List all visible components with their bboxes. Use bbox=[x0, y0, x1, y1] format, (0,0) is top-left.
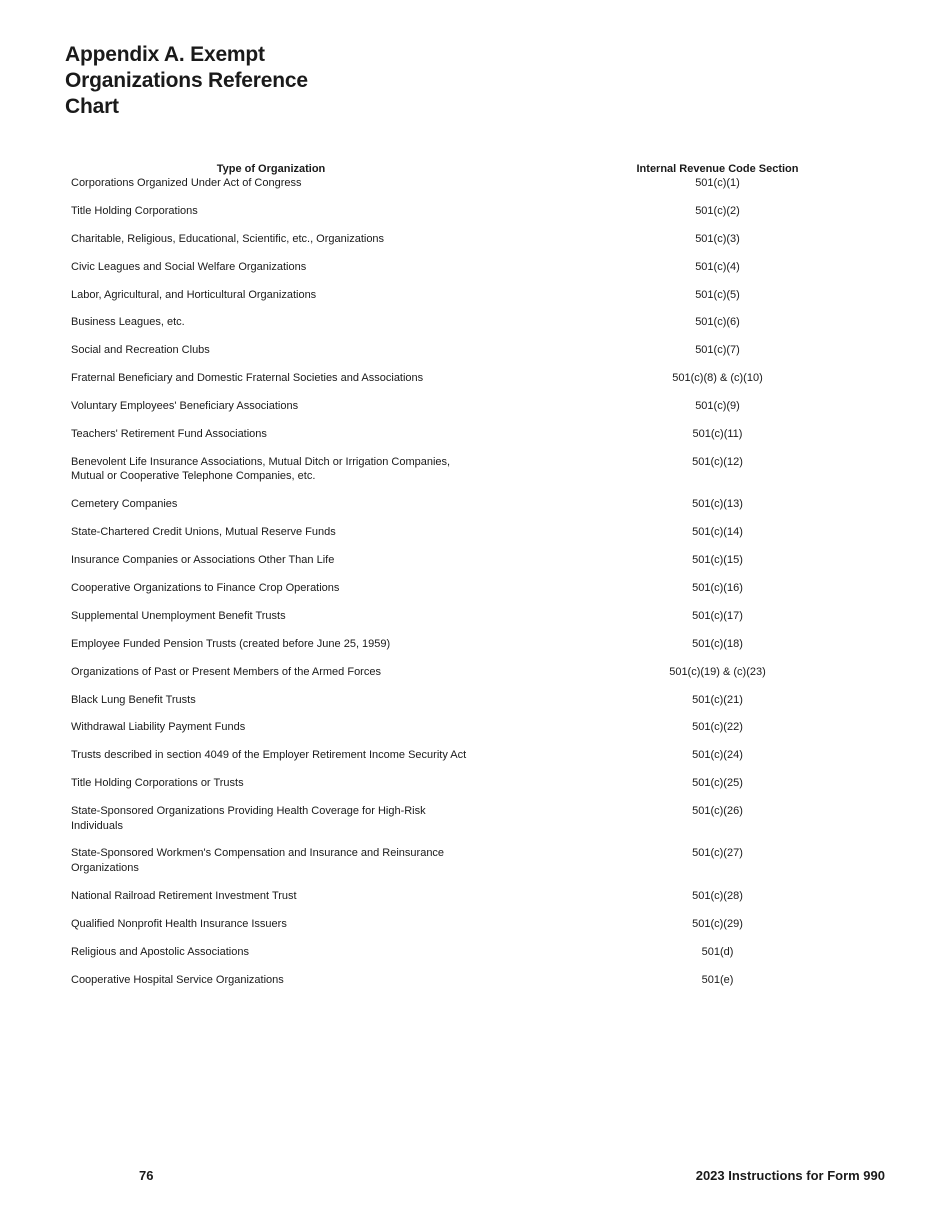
organization-type: Black Lung Benefit Trusts bbox=[71, 693, 196, 706]
organization-type: Business Leagues, etc. bbox=[71, 316, 185, 329]
organization-type: Benevolent Life Insurance Associations, Mutual Ditch or Irrigation Companies, Mutual or Cooperative Telephone Companies, etc. bbox=[71, 455, 451, 483]
reference-chart bbox=[65, 162, 845, 1000]
organization-type: Voluntary Employees' Beneficiary Associations bbox=[71, 400, 299, 413]
code-section: 501(c)(27) bbox=[692, 847, 743, 860]
table-row bbox=[65, 748, 845, 776]
organization-type: Fraternal Beneficiary and Domestic Fraternal Societies and Associations bbox=[71, 372, 424, 385]
organization-type: Labor, Agricultural, and Horticultural Organizations bbox=[71, 288, 317, 301]
organization-type: Withdrawal Liability Payment Funds bbox=[71, 721, 246, 734]
table-row bbox=[65, 427, 845, 455]
organization-type: Religious and Apostolic Associations bbox=[71, 945, 249, 958]
organization-type: Civic Leagues and Social Welfare Organizations bbox=[71, 260, 307, 273]
code-section: 501(c)(22) bbox=[692, 721, 743, 734]
table-row bbox=[65, 720, 845, 748]
code-section: 501(c)(21) bbox=[692, 693, 743, 706]
code-section: 501(c)(14) bbox=[692, 526, 743, 539]
code-section: 501(c)(15) bbox=[692, 554, 743, 567]
chart-body bbox=[65, 176, 845, 1000]
table-row bbox=[65, 288, 845, 316]
organization-type: Supplemental Unemployment Benefit Trusts bbox=[71, 609, 286, 622]
code-section: 501(c)(1) bbox=[695, 177, 740, 189]
table-row bbox=[65, 315, 845, 343]
code-section: 501(c)(2) bbox=[695, 204, 740, 217]
code-section: 501(c)(24) bbox=[692, 749, 743, 762]
code-section: 501(e) bbox=[701, 973, 734, 986]
organization-type: Corporations Organized Under Act of Congress bbox=[71, 177, 302, 189]
organization-type: Title Holding Corporations or Trusts bbox=[71, 777, 244, 790]
table-row bbox=[65, 455, 845, 497]
organization-type: Cooperative Organizations to Finance Crop Operations bbox=[71, 581, 340, 594]
code-section: 501(c)(29) bbox=[692, 917, 743, 930]
table-row bbox=[65, 232, 845, 260]
code-section: 501(c)(18) bbox=[692, 637, 743, 650]
column-header-code: Internal Revenue Code Section bbox=[636, 163, 799, 175]
organization-type: Charitable, Religious, Educational, Scientific, etc., Organizations bbox=[71, 232, 385, 245]
table-row bbox=[65, 665, 845, 693]
organization-type: Qualified Nonprofit Health Insurance Issuers bbox=[71, 917, 287, 930]
organization-type: Cooperative Hospital Service Organizations bbox=[71, 973, 284, 986]
organization-type: State-Sponsored Organizations Providing Health Coverage for High-Risk Individuals bbox=[71, 805, 426, 832]
table-row bbox=[65, 917, 845, 945]
table-row bbox=[65, 525, 845, 553]
organization-type: Organizations of Past or Present Members of the Armed Forces bbox=[71, 665, 381, 678]
organization-type: State-Sponsored Workmen's Compensation and Insurance and Reinsurance Organizations bbox=[71, 847, 445, 874]
table-row bbox=[65, 889, 845, 917]
table-row bbox=[65, 371, 845, 399]
table-row bbox=[65, 637, 845, 665]
column-header-type: Type of Organization bbox=[216, 163, 326, 175]
table-row bbox=[65, 204, 845, 232]
table-row bbox=[65, 776, 845, 804]
code-section: 501(c)(13) bbox=[692, 498, 743, 511]
code-section: 501(c)(4) bbox=[695, 260, 740, 273]
code-section: 501(c)(25) bbox=[692, 777, 743, 790]
code-section: 501(d) bbox=[701, 945, 734, 958]
table-row bbox=[65, 399, 845, 427]
code-section: 501(c)(9) bbox=[695, 400, 740, 413]
code-section: 501(c)(8) & (c)(10) bbox=[672, 372, 763, 385]
page-number: 76 bbox=[139, 1168, 154, 1183]
table-row bbox=[65, 581, 845, 609]
organization-type: Title Holding Corporations bbox=[71, 204, 198, 217]
organization-type: Social and Recreation Clubs bbox=[71, 344, 210, 357]
table-row bbox=[65, 846, 845, 888]
form-name: 2023 Instructions for Form 990 bbox=[695, 1168, 885, 1183]
organization-type: Cemetery Companies bbox=[71, 498, 178, 511]
table-row bbox=[65, 804, 845, 846]
table-row bbox=[65, 553, 845, 581]
table-row bbox=[65, 693, 845, 721]
table-row bbox=[65, 176, 845, 204]
organization-type: Insurance Companies or Associations Other Than Life bbox=[71, 554, 335, 567]
organization-type: National Railroad Retirement Investment Trust bbox=[71, 889, 297, 902]
code-section: 501(c)(28) bbox=[692, 889, 743, 902]
code-section: 501(c)(26) bbox=[692, 805, 743, 818]
table-row bbox=[65, 343, 845, 371]
table-row bbox=[65, 260, 845, 288]
code-section: 501(c)(6) bbox=[695, 316, 740, 329]
code-section: 501(c)(3) bbox=[695, 232, 740, 245]
page-title: Appendix A. Exempt Organizations Reference Chart bbox=[65, 43, 308, 118]
organization-type: Trusts described in section 4049 of the Employer Retirement Income Security Act bbox=[71, 749, 467, 762]
table-row bbox=[65, 945, 845, 973]
code-section: 501(c)(19) & (c)(23) bbox=[669, 665, 766, 678]
organization-type: Teachers' Retirement Fund Associations bbox=[71, 428, 267, 441]
table-row bbox=[65, 609, 845, 637]
code-section: 501(c)(11) bbox=[692, 428, 743, 441]
code-section: 501(c)(17) bbox=[692, 609, 743, 622]
table-row bbox=[65, 497, 845, 525]
chart-header bbox=[65, 162, 845, 176]
code-section: 501(c)(5) bbox=[695, 288, 740, 301]
code-section: 501(c)(12) bbox=[692, 455, 743, 468]
organization-type: Employee Funded Pension Trusts (created before June 25, 1959) bbox=[71, 637, 391, 650]
table-row bbox=[65, 973, 845, 1001]
code-section: 501(c)(16) bbox=[692, 581, 743, 594]
code-section: 501(c)(7) bbox=[695, 344, 740, 357]
organization-type: State-Chartered Credit Unions, Mutual Reserve Funds bbox=[71, 526, 336, 539]
